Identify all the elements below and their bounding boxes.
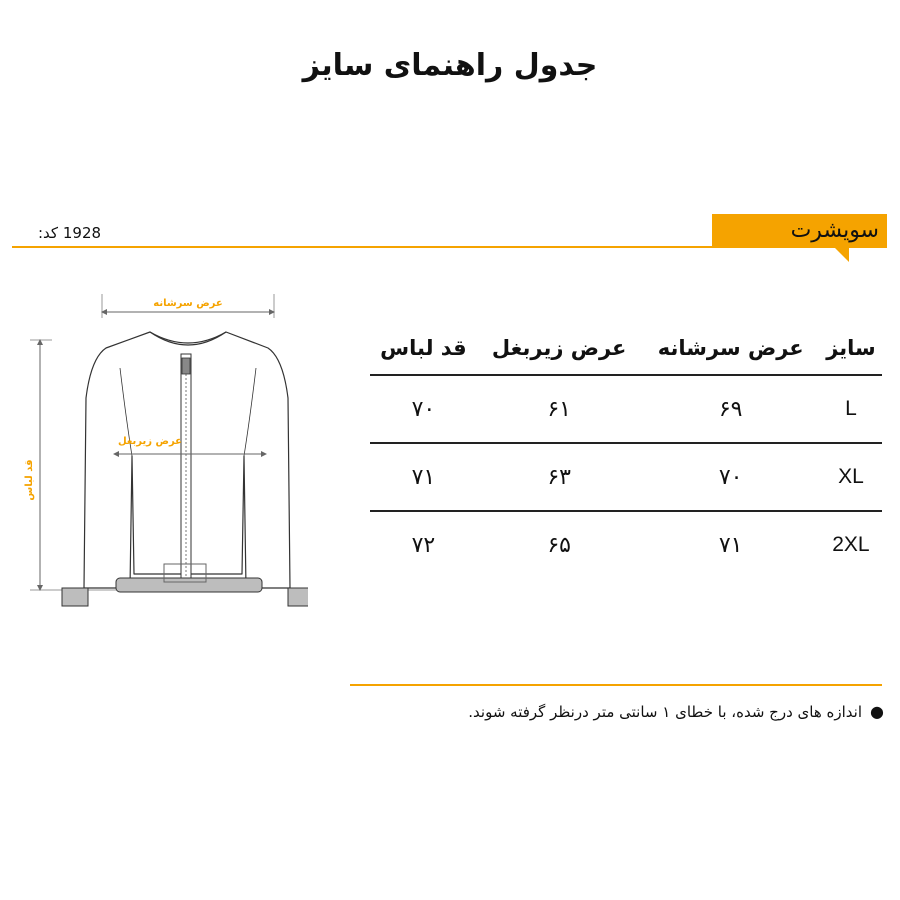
- size-table-container: [370, 322, 882, 578]
- header-size: سایز: [820, 322, 882, 375]
- category-tab-pointer: [835, 248, 849, 262]
- left-cuff: [62, 588, 88, 606]
- product-code-label: کد:: [38, 224, 59, 242]
- cell-length: ۷۲: [411, 532, 436, 558]
- product-code: [38, 224, 101, 242]
- category-tab: سویشرت: [712, 214, 887, 248]
- header-shoulder-width: عرض سرشانه: [642, 322, 820, 375]
- cell-underarm-width: ۶۵: [547, 532, 571, 558]
- note-divider: [350, 684, 882, 686]
- cell-length: ۷۰: [370, 375, 477, 443]
- measurement-note: [324, 702, 884, 721]
- hem-band: [116, 578, 262, 592]
- note-text: اندازه های درج شده، با خطای ۱ سانتی متر درنظر گرفته شوند.: [468, 703, 863, 721]
- bullet-icon: ●: [870, 702, 884, 721]
- page-title: جدول راهنمای سایز: [302, 48, 598, 83]
- table-row: [370, 375, 882, 443]
- size-table-header-row: [370, 322, 882, 375]
- cell-shoulder-width: ۷۰: [642, 443, 820, 511]
- header-underarm-width: عرض زیربغل: [477, 322, 642, 375]
- length-label: قد لباس: [24, 459, 35, 501]
- cell-underarm-width: ۶۳: [477, 443, 642, 511]
- size-table: [370, 322, 882, 578]
- cell-shoulder-width: ۶۹: [642, 375, 820, 443]
- table-row: [370, 443, 882, 511]
- cell-size: 2XL: [832, 533, 870, 556]
- shoulder-label: عرض سرشانه: [153, 298, 223, 309]
- product-code-value: 1928: [62, 224, 102, 242]
- right-cuff: [288, 588, 308, 606]
- cell-length: ۷۱: [370, 443, 477, 511]
- cell-size: XL: [820, 443, 882, 511]
- zipper-pull: [182, 358, 190, 374]
- sweatshirt-diagram: [18, 288, 308, 618]
- header-length: قد لباس: [370, 322, 477, 375]
- cell-underarm-width: ۶۱: [477, 375, 642, 443]
- cell-size: L: [820, 375, 882, 443]
- table-row: [370, 511, 882, 578]
- underarm-label: عرض زیربغل: [117, 436, 183, 447]
- cell-shoulder-width: ۷۱: [718, 532, 743, 558]
